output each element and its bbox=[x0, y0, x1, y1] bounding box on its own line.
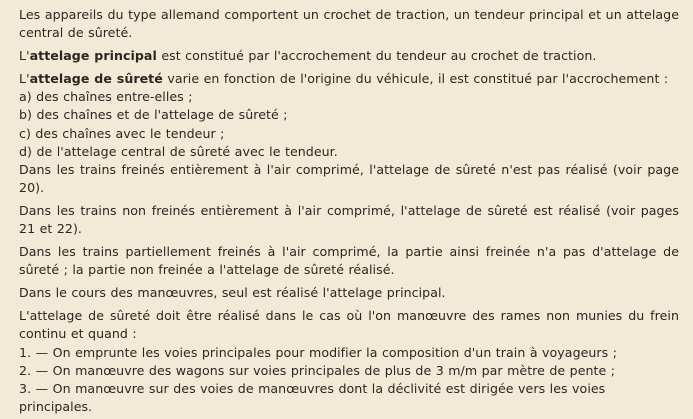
safety-coupling-paragraph bbox=[19, 70, 679, 88]
intro-paragraph: Les appareils du type allemand comportent un crochet de traction, un tendeur principal et un attelage central de sûreté. bbox=[19, 7, 679, 41]
numbered-item-3: 3. — On manœuvre sur des voies de manœuvres dont la déclivité est dirigée vers les voies principales. bbox=[19, 380, 606, 415]
list-item-a: a) des chaînes entre-elles ; bbox=[19, 89, 193, 105]
document-text bbox=[19, 6, 679, 416]
numbered-item-1: 1. — On emprunte les voies principales pour modifier la composition d'un train à voyageurs ; bbox=[19, 344, 618, 360]
list-item-c: c) des chaînes avec le tendeur ; bbox=[19, 125, 225, 141]
manoeuvres-paragraph: Dans le cours des manœuvres, seul est réalisé l'attelage principal. bbox=[19, 285, 446, 301]
safety-coupling-text: varie en fonction de l'origine du véhicule, il est constitué par l'accrochement : bbox=[162, 70, 669, 86]
main-coupling-paragraph bbox=[19, 47, 679, 65]
non-braked-paragraph: Dans les trains non freinés entièrement à l'air comprimé, l'attelage de sûreté est réalisé (voir pages 21 et 22). bbox=[19, 203, 679, 237]
main-coupling-term: attelage principal bbox=[29, 48, 157, 64]
safety-coupling-prefix: L' bbox=[19, 70, 30, 86]
main-coupling-text: est constitué par l'accrochement du tendeur au crochet de traction. bbox=[156, 48, 597, 64]
numbered-item-2: 2. — On manœuvre des wagons sur voies principales de plus de 3 m/m par mètre de pente ; bbox=[19, 362, 616, 378]
list-item-b: b) des chaînes et de l'attelage de sûreté ; bbox=[19, 107, 288, 123]
list-item-d: d) de l'attelage central de sûreté avec le tendeur. bbox=[19, 143, 338, 159]
air-braked-paragraph: Dans les trains freinés entièrement à l'air comprimé, l'attelage de sûreté n'est pas réalisé (voir page 20). bbox=[19, 162, 679, 196]
safety-required-paragraph: L'attelage de sûreté doit être réalisé dans le cas où l'on manœuvre des rames non munies du frein continu et quand : bbox=[19, 308, 679, 342]
safety-coupling-term: attelage de sûreté bbox=[29, 70, 163, 86]
main-coupling-prefix: L' bbox=[19, 48, 30, 64]
partially-braked-paragraph: Dans les trains partiellement freinés à l'air comprimé, la partie ainsi freinée n'a pas d'attelage de sûreté ; la partie non freinée a l'attelage de sûreté réalisé. bbox=[19, 244, 679, 278]
